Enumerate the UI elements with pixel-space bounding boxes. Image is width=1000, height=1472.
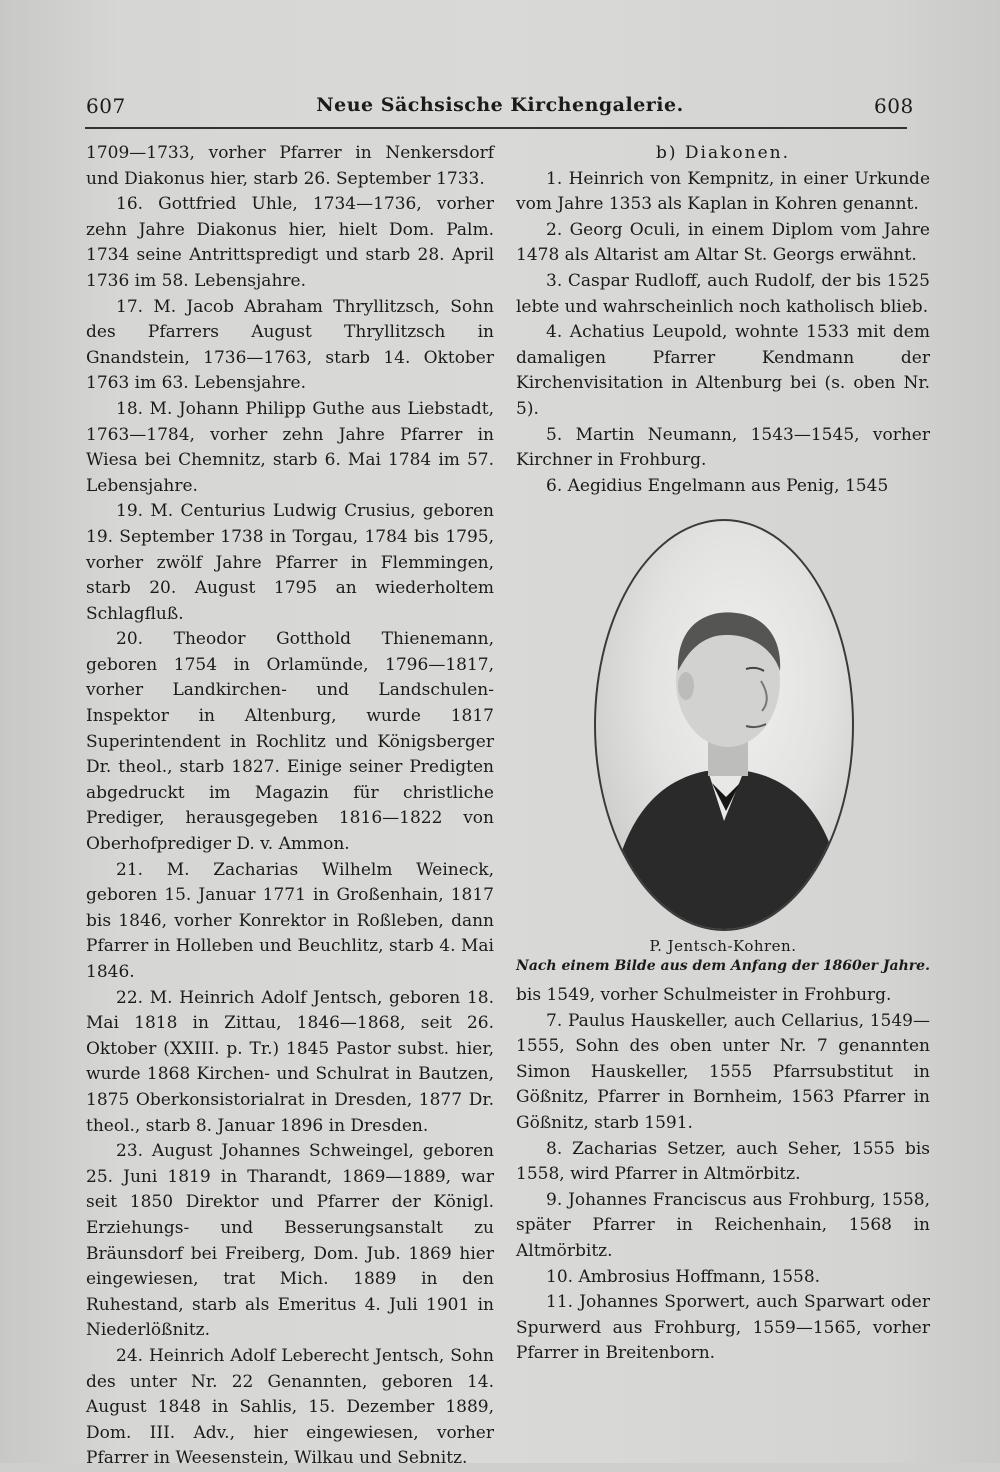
page-number-right: 608	[874, 94, 914, 118]
entry-paragraph: 3. Caspar Rudloff, auch Rudolf, der bis 1525 lebte und wahrscheinlich noch katholisch blieb.	[516, 270, 930, 317]
portrait-caption-source: Nach einem Bilde aus dem Anfang der 1860er Jahre.	[516, 958, 930, 974]
entry-paragraph: 10. Ambrosius Hoffmann, 1558.	[546, 1266, 821, 1287]
entry-paragraph: 4. Achatius Leupold, wohnte 1533 mit dem damaligen Pfarrer Kendmann der Kirchenvisitation in Altenburg bei (s. oben Nr. 5).	[516, 322, 930, 419]
entry-paragraph: 5. Martin Neumann, 1543—1545, vorher Kirchner in Frohburg.	[516, 424, 930, 471]
header-rule	[85, 127, 907, 129]
entry-paragraph: 1. Heinrich von Kempnitz, in einer Urkunde vom Jahre 1353 als Kaplan in Kohren genannt.	[516, 168, 930, 215]
entry-paragraph: 24. Heinrich Adolf Leberecht Jentsch, Sohn des unter Nr. 22 Genannten, geboren 14. August 1848 in Sahlis, 15. Dezember 1889, Dom. III. Adv., hier eingewiesen, vorher Pfarrer in Weesenstein, Wilkau und Sebnitz.	[86, 1345, 494, 1469]
right-column-top	[516, 141, 930, 499]
entry-paragraph: 17. M. Jacob Abraham Thryllitzsch, Sohn des Pfarrers August Thryllitzsch in Gnandstein, 1736—1763, starb 14. Oktober 1763 im 63. Lebensjahre.	[86, 296, 494, 394]
page-number-left: 607	[86, 94, 126, 118]
left-column	[86, 141, 494, 1472]
portrait-oval-frame	[594, 519, 854, 931]
entry-paragraph: 9. Johannes Franciscus aus Frohburg, 1558, später Pfarrer in Reichenhain, 1568 in Altmörbitz.	[516, 1189, 930, 1261]
entry-paragraph: 6. Aegidius Engelmann aus Penig, 1545	[546, 475, 889, 496]
entry-paragraph: 18. M. Johann Philipp Guthe aus Liebstadt, 1763—1784, vorher zehn Jahre Pfarrer in Wiesa bei Chemnitz, starb 6. Mai 1784 im 57. Lebensjahre.	[86, 398, 494, 496]
portrait-figure	[596, 521, 852, 929]
entry-paragraph: 22. M. Heinrich Adolf Jentsch, geboren 18. Mai 1818 in Zittau, 1846—1868, seit 26. Oktober (XXIII. p. Tr.) 1845 Pastor subst. hier, wurde 1868 Kirchen- und Schulrat in Bautzen, 1875 Oberkonsistorialrat in Dresden, 1877 Dr. theol., starb 8. Januar 1896 in Dresden.	[86, 987, 494, 1136]
right-column-bottom	[516, 983, 930, 1367]
entry-paragraph: 8. Zacharias Setzer, auch Seher, 1555 bis 1558, wird Pfarrer in Altmörbitz.	[516, 1138, 930, 1185]
entry-paragraph: 20. Theodor Gotthold Thienemann, geboren 1754 in Orlamünde, 1796—1817, vorher Landkirchen- und Landschulen-Inspektor in Altenburg, wurde 1817 Superintendent in Rochlitz und Königsberger Dr. theol., starb 1827. Einige seiner Predigten abgedruckt im Magazin für christliche Prediger, herausgegeben 1816—1822 von Oberhofprediger D. v. Ammon.	[86, 629, 494, 855]
entry-paragraph: 1709—1733, vorher Pfarrer in Nenkersdorf und Diakonus hier, starb 26. September 1733.	[86, 143, 494, 189]
entry-paragraph: 21. M. Zacharias Wilhelm Weineck, geboren 15. Januar 1771 in Großenhain, 1817 bis 1846, vorher Konrektor in Roßleben, dann Pfarrer in Holleben und Beuchlitz, starb 4. Mai 1846.	[86, 859, 494, 982]
entry-paragraph: bis 1549, vorher Schulmeister in Frohburg.	[516, 985, 892, 1005]
entry-paragraph: 19. M. Centurius Ludwig Crusius, geboren 19. September 1738 in Torgau, 1784 bis 1795, vorher zwölf Jahre Pfarrer in Flemmingen, starb 20. August 1795 an wiederholtem Schlagfluß.	[86, 501, 494, 624]
section-heading: b) Diakonen.	[655, 143, 791, 163]
portrait-photo	[594, 519, 854, 931]
running-title: Neue Sächsische Kirchengalerie.	[316, 94, 684, 116]
portrait-caption-name: P. Jentsch-Kohren.	[649, 937, 797, 955]
entry-paragraph: 2. Georg Oculi, in einem Diplom vom Jahre 1478 als Altarist am Altar St. Georgs erwähnt.	[516, 219, 930, 266]
entry-paragraph: 11. Johannes Sporwert, auch Sparwart oder Spurwerd aus Frohburg, 1559—1565, vorher Pfarrer in Breitenborn.	[516, 1292, 930, 1364]
entry-paragraph: 7. Paulus Hauskeller, auch Cellarius, 1549—1555, Sohn des oben unter Nr. 7 genannten Simon Hauskeller, 1555 Pfarrsubstitut in Gößnitz, Pfarrer in Bornheim, 1563 Pfarrer in Gößnitz, starb 1591.	[516, 1010, 930, 1133]
entry-paragraph: 16. Gottfried Uhle, 1734—1736, vorher zehn Jahre Diakonus hier, hielt Dom. Palm. 1734 seine Antrittspredigt und starb 28. April 1736 im 58. Lebensjahre.	[86, 194, 494, 291]
entry-paragraph: 23. August Johannes Schweingel, geboren 25. Juni 1819 in Tharandt, 1869—1889, war seit 1850 Direktor und Pfarrer der Königl. Erziehungs- und Besserungsanstalt zu Bräunsdorf bei Freiberg, Dom. Jub. 1869 hier eingewiesen, trat Mich. 1889 in den Ruhestand, starb als Emeritus 4. Juli 1901 in Niederlößnitz.	[86, 1141, 494, 1341]
